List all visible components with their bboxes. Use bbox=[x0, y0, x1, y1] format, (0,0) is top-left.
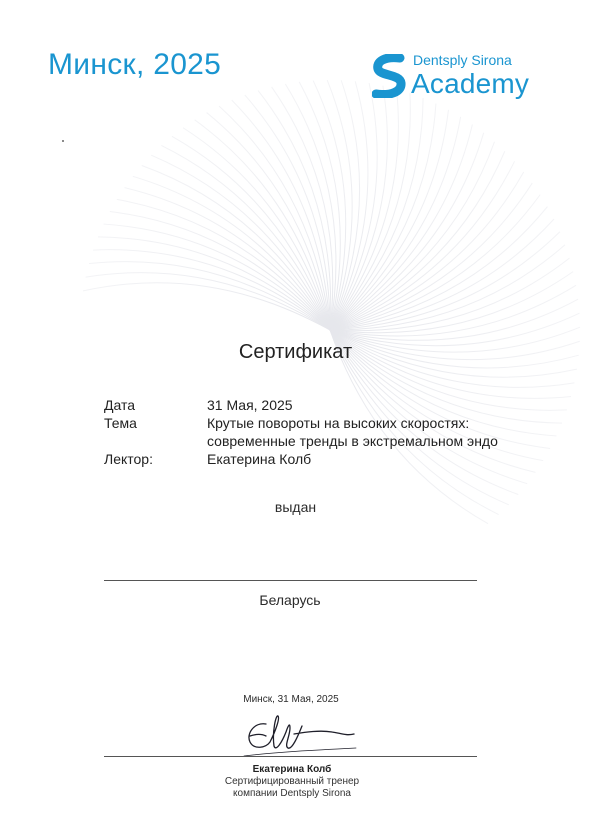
signatory-name: Екатерина Колб bbox=[252, 764, 332, 775]
date-value: 31 Мая, 2025 bbox=[207, 397, 293, 413]
handwritten-signature bbox=[236, 712, 366, 762]
signatory-role bbox=[0, 776, 584, 800]
signatory-role-line1: Сертифицированный тренер bbox=[224, 776, 360, 787]
topic-value-line2: современные тренды в экстремальном эндо bbox=[207, 433, 498, 449]
dentsply-sirona-mark-icon bbox=[372, 54, 406, 98]
logo-brand-text: Dentsply Sirona bbox=[413, 52, 512, 68]
lecturer-label: Лектор: bbox=[104, 451, 153, 467]
topic-label: Тема bbox=[104, 415, 137, 431]
country-text: Беларусь bbox=[259, 592, 321, 608]
place-date-text: Минск, 31 Мая, 2025 bbox=[243, 694, 339, 705]
topic-value-line1: Крутые повороты на высоких скоростях: bbox=[207, 415, 470, 431]
recipient-line bbox=[104, 580, 477, 581]
date-label: Дата bbox=[104, 397, 136, 413]
dentsply-sirona-academy-logo bbox=[372, 52, 542, 104]
lecturer-value: Екатерина Колб bbox=[207, 451, 312, 467]
certificate-title: Сертификат bbox=[238, 341, 353, 363]
speck-mark bbox=[62, 140, 64, 142]
header-city-year: Минск, 2025 bbox=[48, 48, 222, 81]
issued-text: выдан bbox=[274, 499, 317, 515]
logo-academy-text: Academy bbox=[411, 68, 530, 99]
signatory-role-line2: компании Dentsply Sirona bbox=[233, 788, 351, 799]
signature-line bbox=[104, 756, 477, 757]
